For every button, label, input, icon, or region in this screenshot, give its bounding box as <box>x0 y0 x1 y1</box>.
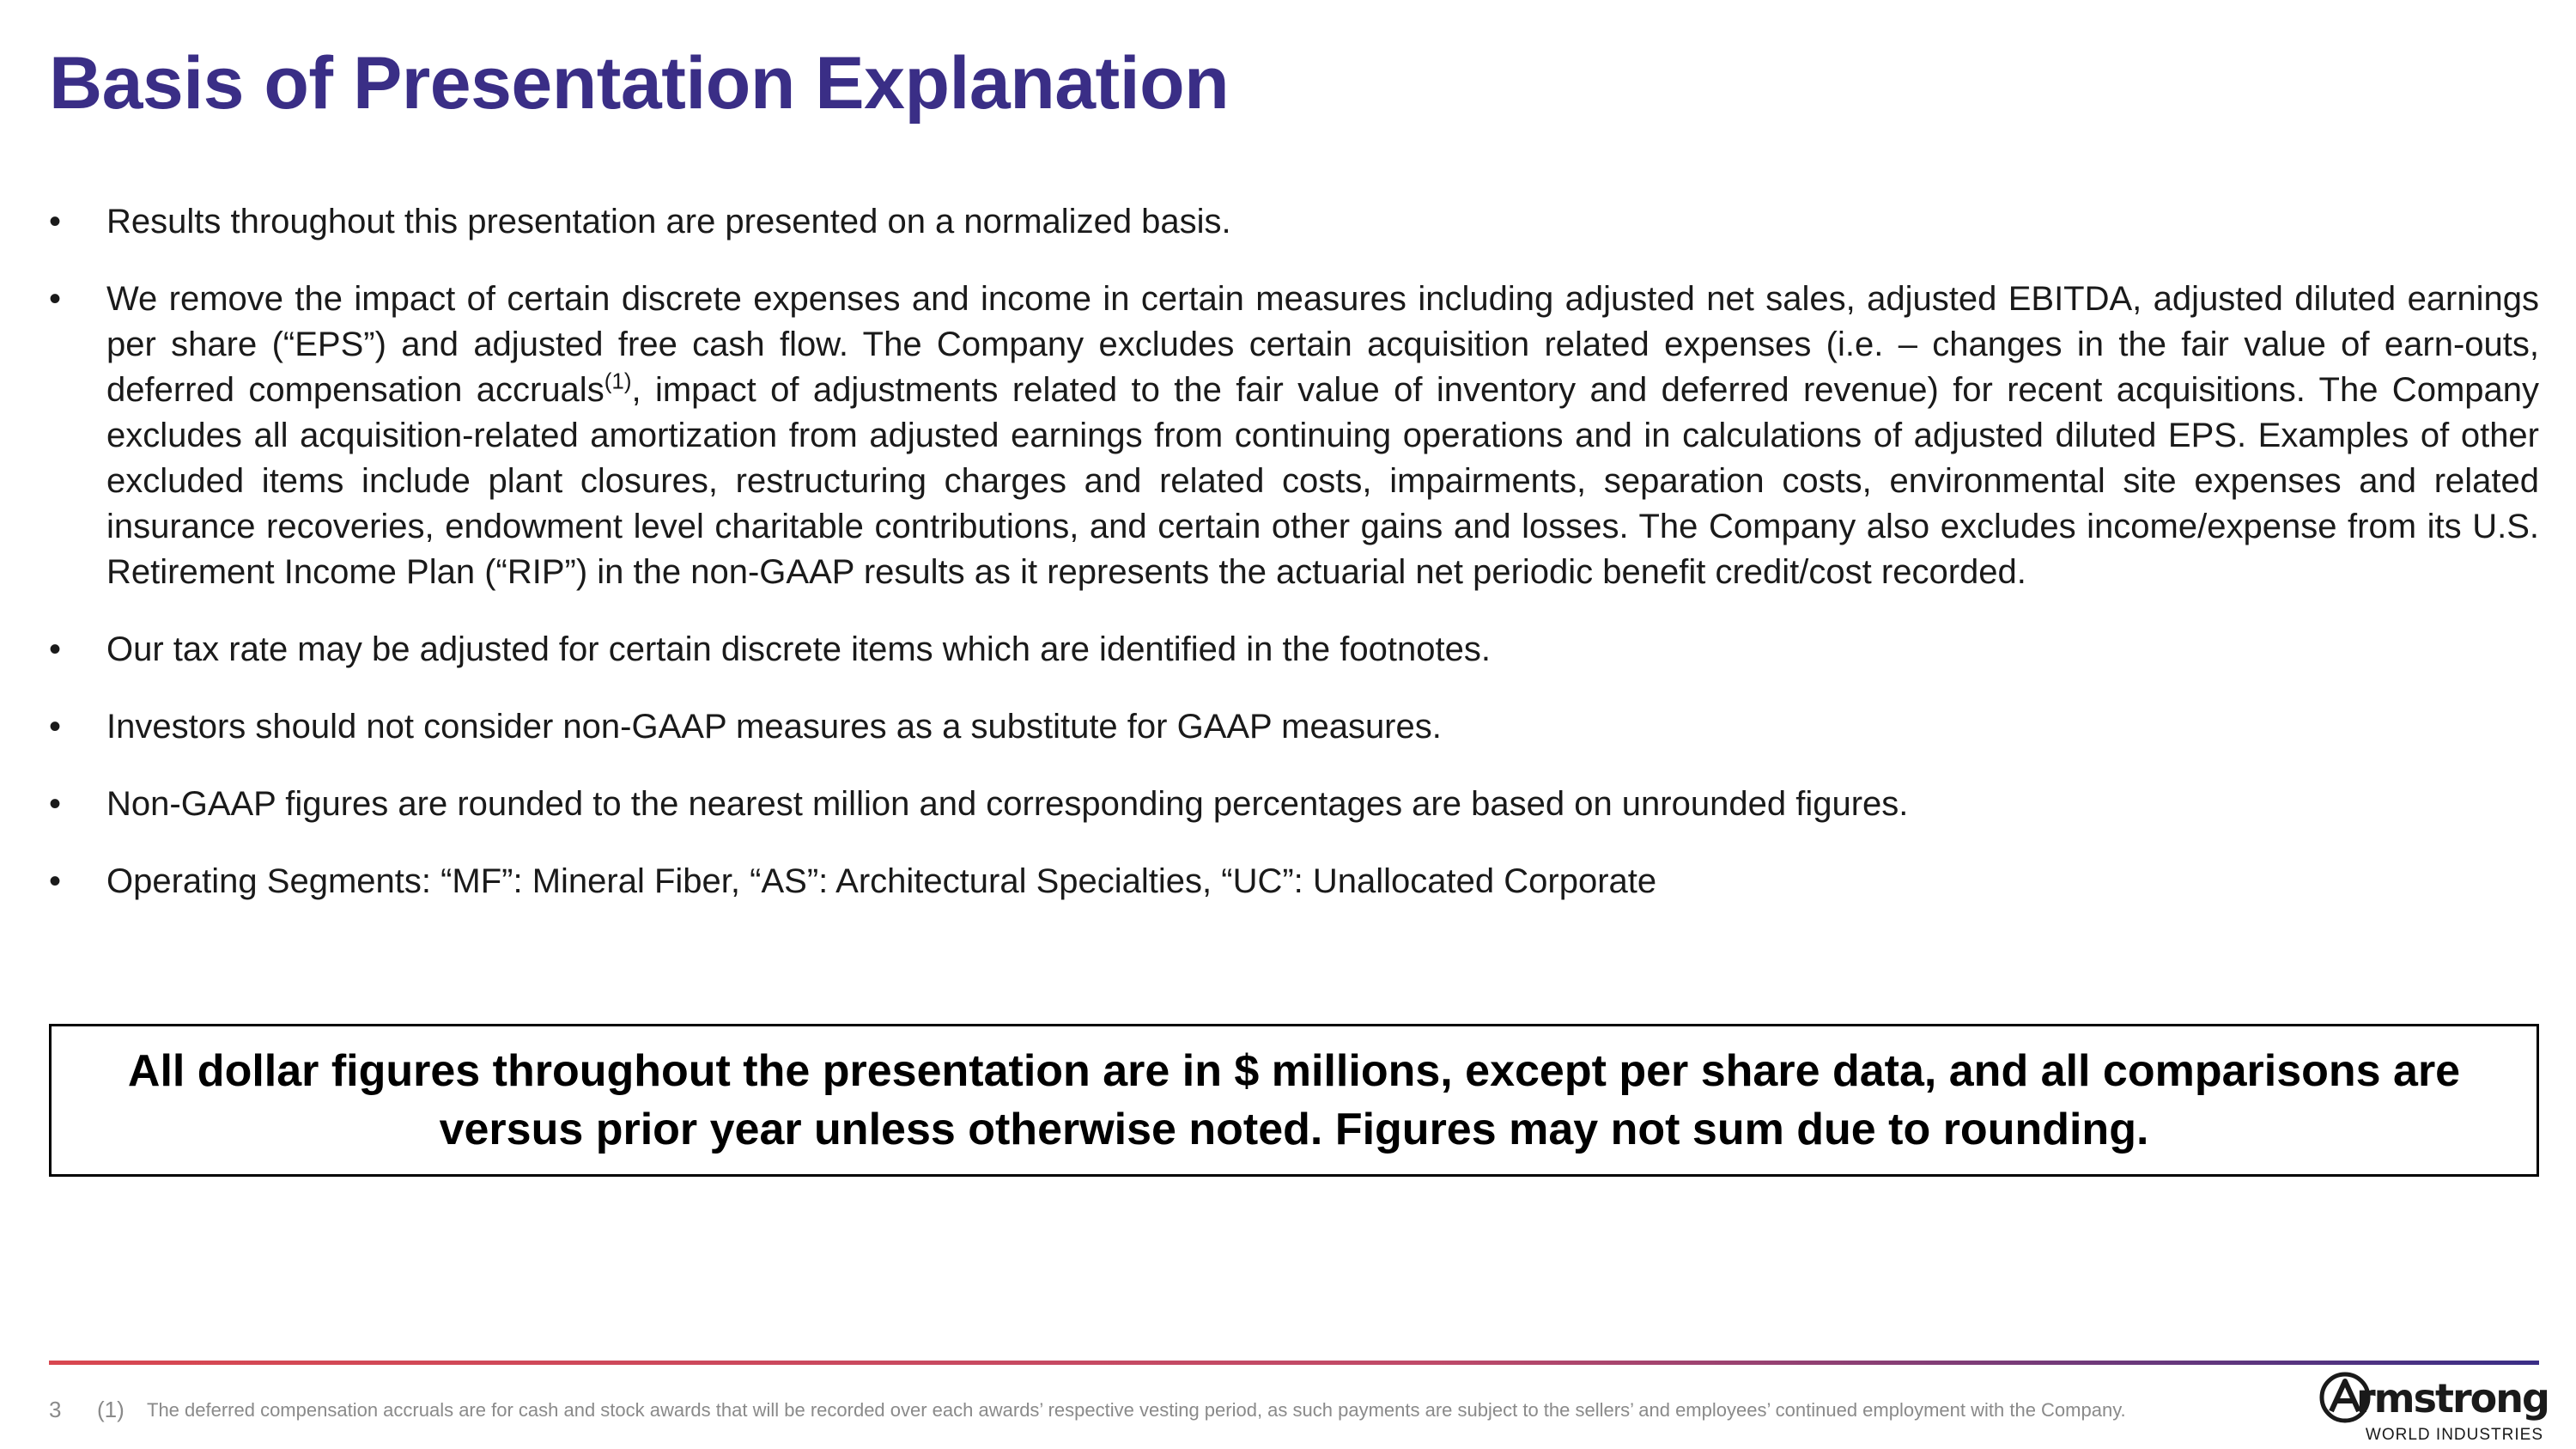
bullet-item <box>49 782 2539 827</box>
page-number: 3 <box>49 1397 62 1422</box>
bullet-marker: • <box>49 785 62 823</box>
bullet-marker: • <box>49 708 62 746</box>
bullet-item-adjustments <box>49 277 2539 595</box>
logo-wordmark: rmstrong <box>2356 1375 2549 1422</box>
bullet-text-part-1: We remove the impact of certain discrete expenses and income in certain measures including adjusted net sales, adjusted EBITDA, adjusted diluted earnings per share (“EPS”) and adjusted free cash flow. The Company excludes certain acquisition related expenses (i.e. – changes in the fair value of earn-outs, deferred compensation accruals <box>106 280 2539 409</box>
logo-subtitle: WORLD INDUSTRIES <box>2365 1426 2543 1444</box>
bullet-text: Our tax rate may be adjusted for certain discrete items which are identified in the footnotes. <box>106 630 1491 668</box>
page-title: Basis of Presentation Explanation <box>49 42 1230 125</box>
bullet-item <box>49 704 2539 750</box>
company-logo <box>2318 1371 2549 1445</box>
bullet-text: Operating Segments: “MF”: Mineral Fiber, “AS”: Architectural Specialties, “UC”: Unallocated Corporate <box>106 862 1657 900</box>
footnote-text: The deferred compensation accruals are for cash and stock awards that will be recorded over each awards’ respective vesting period, as such payments are subject to the sellers’ and employees’ continued employment with the Company. <box>147 1399 2126 1421</box>
bullet-list <box>49 199 2539 936</box>
bullet-item <box>49 199 2539 245</box>
notice-text: All dollar figures throughout the presentation are in $ millions, except per share data, and all comparisons are versus prior year unless otherwise noted. Figures may not sum due to rounding. <box>127 1046 2461 1154</box>
footer-divider <box>49 1361 2539 1365</box>
bullet-text: Investors should not consider non-GAAP measures as a substitute for GAAP measures. <box>106 708 1442 746</box>
bullet-item <box>49 627 2539 673</box>
bullet-marker: • <box>49 630 62 668</box>
footnote-reference: (1) <box>604 368 632 394</box>
bullet-marker: • <box>49 862 62 900</box>
notice-box <box>49 1024 2539 1177</box>
footnote-marker: (1) <box>97 1397 125 1422</box>
bullet-text: Results throughout this presentation are presented on a normalized basis. <box>106 203 1231 240</box>
bullet-text: Non-GAAP figures are rounded to the nearest million and corresponding percentages are based on unrounded figures. <box>106 785 1909 823</box>
bullet-marker: • <box>49 203 62 240</box>
bullet-text-part-2: , impact of adjustments related to the fair value of inventory and deferred revenue) for recent acquisitions. The Company excludes all acquisition-related amortization from adjusted earnings from continuing operations and in calculations of adjusted diluted EPS. Examples of other excluded items include plant closures, restructuring charges and related costs, impairments, separation costs, environmental site expenses and related insurance recoveries, endowment level charitable contributions, and certain other gains and losses. The Company also excludes income/expense from its U.S. Retirement Income Plan (“RIP”) in the non-GAAP results as it represents the actuarial net periodic benefit credit/cost recorded. <box>106 371 2539 591</box>
bullet-marker: • <box>49 280 62 318</box>
bullet-item <box>49 859 2539 904</box>
